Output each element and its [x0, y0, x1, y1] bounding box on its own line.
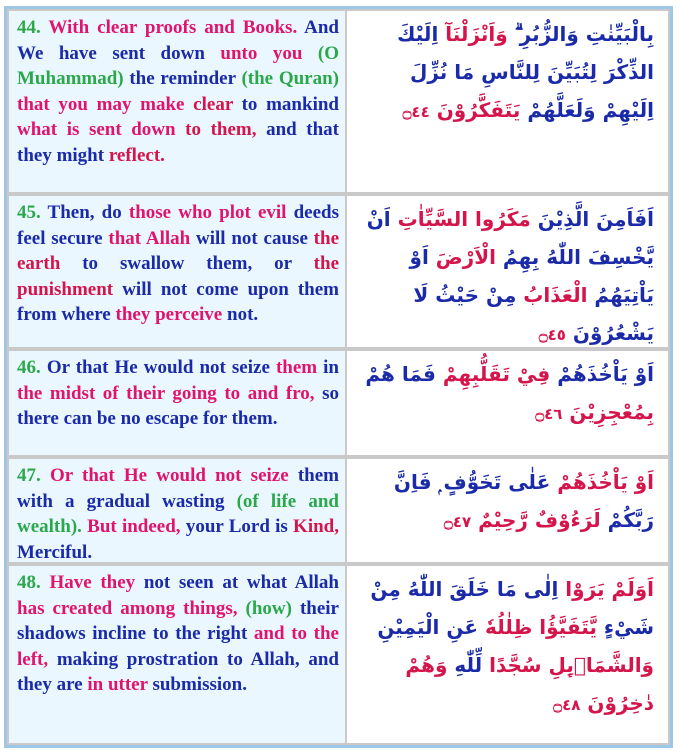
translation-segment: not seen	[143, 572, 223, 593]
arabic-segment: مِنْ شَيْءٍ	[370, 577, 654, 639]
verse-row-45	[7, 194, 670, 349]
arabic-segment: وَلَعَلَّهُمْ	[520, 98, 596, 122]
translation-segment: unto you	[220, 42, 318, 64]
arabic-segment: فَمَا هُمْ	[365, 362, 443, 386]
arabic-segment: اَفَاَمِنَ الَّذِيْنَ	[530, 207, 654, 231]
translation-segment: reflect.	[108, 144, 165, 166]
translation-segment: for them.	[202, 408, 278, 429]
translation-segment: With clear proofs and Books.	[48, 17, 305, 38]
translation-segment: 48.	[17, 572, 50, 593]
arabic-segment: مِنْ حَيْثُ لَا يَشْعُرُوْنَ	[413, 283, 654, 345]
english-translation-cell	[9, 459, 345, 562]
translation-segment: so there can be no escape	[17, 382, 339, 429]
arabic-segment: فَاِنَّ رَبَّكُمْ	[393, 470, 654, 532]
translation-segment: (of life and wealth).	[17, 490, 340, 537]
translation-segment: them	[275, 357, 324, 378]
translation-segment: that you may make	[17, 93, 194, 115]
translation-segment: (O Muhammad)	[17, 42, 339, 89]
translation-segment: making prostration to Allah,	[56, 648, 309, 670]
translation-segment: clear	[193, 93, 242, 115]
arabic-segment: اَوْ يَاْخُذَهُمْ	[550, 470, 654, 494]
translation-segment: will not cause	[196, 227, 314, 249]
arabic-segment: وَهُمْ دٰخِرُوْنَ	[405, 653, 654, 715]
translation-segment: 44.	[17, 17, 49, 38]
translation-segment: your Lord is	[185, 516, 294, 537]
translation-segment: to and fro,	[224, 382, 323, 404]
translation-segment: they perceive	[115, 304, 227, 325]
translation-segment: But indeed,	[87, 516, 186, 537]
translation-segment: and they are	[17, 648, 339, 695]
english-translation-cell	[9, 351, 345, 455]
translation-segment: Or that He would not seize	[49, 465, 298, 486]
translation-segment: to them,	[185, 119, 267, 140]
translation-segment: the midst of their going	[17, 382, 225, 404]
translation-segment: Or that He would not seize	[46, 357, 276, 378]
arabic-segment: يَّخْسِفَ اللّٰهُ بِهِمُ	[495, 245, 654, 269]
arabic-segment: وَاَنْزَلْنَآ	[438, 22, 508, 46]
english-translation-cell	[9, 11, 345, 192]
translation-segment: and to the left,	[17, 623, 339, 670]
verse-row-47	[7, 457, 670, 564]
translation-segment: not.	[227, 304, 259, 325]
arabic-verse-cell	[345, 11, 668, 192]
arabic-segment: عَلٰى تَخَوُّفٍ ۭ	[438, 470, 551, 494]
arabic-verse-cell	[345, 566, 668, 743]
translation-segment: their shadows incline to the right	[17, 597, 339, 644]
arabic-segment: الْعَذَابُ	[516, 283, 588, 307]
translation-segment: in	[323, 357, 340, 378]
arabic-segment: اِلَيْكَ الذِّكْرَ لِتُبَيِّنَ	[397, 22, 654, 84]
english-translation-cell	[9, 566, 345, 743]
arabic-segment: لِلنَّاسِ مَا نُزِّلَ اِلَيْهِمْ	[410, 60, 654, 122]
translation-segment: and that they might	[17, 119, 339, 166]
arabic-segment: لَرَءُوْفٌ رَّحِيْمٌ	[471, 508, 601, 532]
translation-segment: with a gradual wasting	[17, 490, 237, 512]
translation-segment: the punishment	[17, 253, 339, 300]
verse-row-48	[7, 564, 670, 745]
translation-segment: will not come upon them from where	[17, 278, 339, 325]
arabic-segment: فِيْ تَقَلُّبِهِمْ	[442, 362, 551, 386]
translation-segment: Kind,	[293, 516, 339, 537]
translation-segment: those who plot evil	[128, 202, 294, 223]
translation-segment: at what Allah	[222, 572, 339, 593]
verse-number-marker: ۝٤٧	[444, 513, 472, 531]
arabic-segment: يَتَفَكَّرُوْنَ	[429, 98, 521, 122]
translation-segment: the reminder	[129, 68, 242, 89]
translation-segment: 47.	[17, 465, 50, 486]
arabic-segment: الْاَرْضَ	[428, 245, 496, 269]
arabic-segment: عَنِ	[439, 615, 479, 639]
arabic-segment: الْيَمِيْنِ	[377, 615, 440, 639]
verse-number-marker: ۝٤٨	[553, 696, 581, 714]
arabic-segment: مَكَرُوا السَّيِّاٰتِ	[390, 207, 531, 231]
arabic-segment: اَوَلَمْ يَرَوْا	[558, 577, 654, 601]
translation-segment: in utter	[87, 674, 153, 695]
translation-segment: them	[297, 465, 339, 486]
verse-row-46	[7, 349, 670, 457]
arabic-segment: بِالْبَيِّنٰتِ وَالزُّبُرِ ۗ	[507, 22, 654, 46]
translation-segment: Merciful.	[17, 541, 93, 563]
translation-segment: And We have sent down	[17, 17, 339, 64]
translation-segment: 46.	[17, 357, 47, 378]
arabic-segment: وَالشَّمَاۗىِٕلِ سُجَّدًا	[482, 653, 654, 677]
translation-segment: has created among things,	[17, 597, 246, 619]
translation-segment: the earth	[17, 227, 339, 274]
translation-segment: to mankind	[241, 93, 339, 115]
translation-segment: submission.	[152, 674, 247, 695]
arabic-verse-cell	[345, 459, 668, 562]
arabic-segment: اِلٰى مَا خَلَقَ اللّٰهُ	[400, 577, 559, 601]
verse-number-marker: ۝٤٥	[538, 326, 566, 344]
english-translation-cell	[9, 196, 345, 347]
arabic-verse-cell	[345, 196, 668, 347]
arabic-verse-cell	[345, 351, 668, 455]
arabic-segment: لِّلّٰهِ	[447, 653, 483, 677]
translation-segment: deeds feel secure	[17, 202, 339, 249]
arabic-segment: اَنْ	[366, 207, 391, 231]
arabic-segment: اَوْ يَاْتِيَهُمُ	[409, 245, 654, 307]
translation-segment: (the Quran)	[241, 68, 339, 89]
translation-segment: 45.	[17, 202, 48, 223]
arabic-segment: اَوْ يَاْخُذَهُمْ	[550, 362, 654, 386]
verse-number-marker: ۝٤٤	[402, 103, 430, 121]
translation-segment: Then, do	[47, 202, 129, 223]
translation-segment: (how)	[245, 597, 300, 619]
arabic-segment: بِمُعْجِزِيْنَ	[562, 400, 654, 424]
translation-segment: to swallow them, or	[82, 253, 314, 274]
translation-segment: Have they	[49, 572, 144, 593]
verse-row-44	[7, 9, 670, 194]
translation-segment: what is sent down	[17, 119, 186, 140]
verse-number-marker: ۝٤٦	[535, 405, 563, 423]
arabic-segment: يَّتَفَيَّؤُا ظِلٰلُهٗ	[478, 615, 597, 639]
translation-segment: that Allah	[108, 227, 197, 249]
